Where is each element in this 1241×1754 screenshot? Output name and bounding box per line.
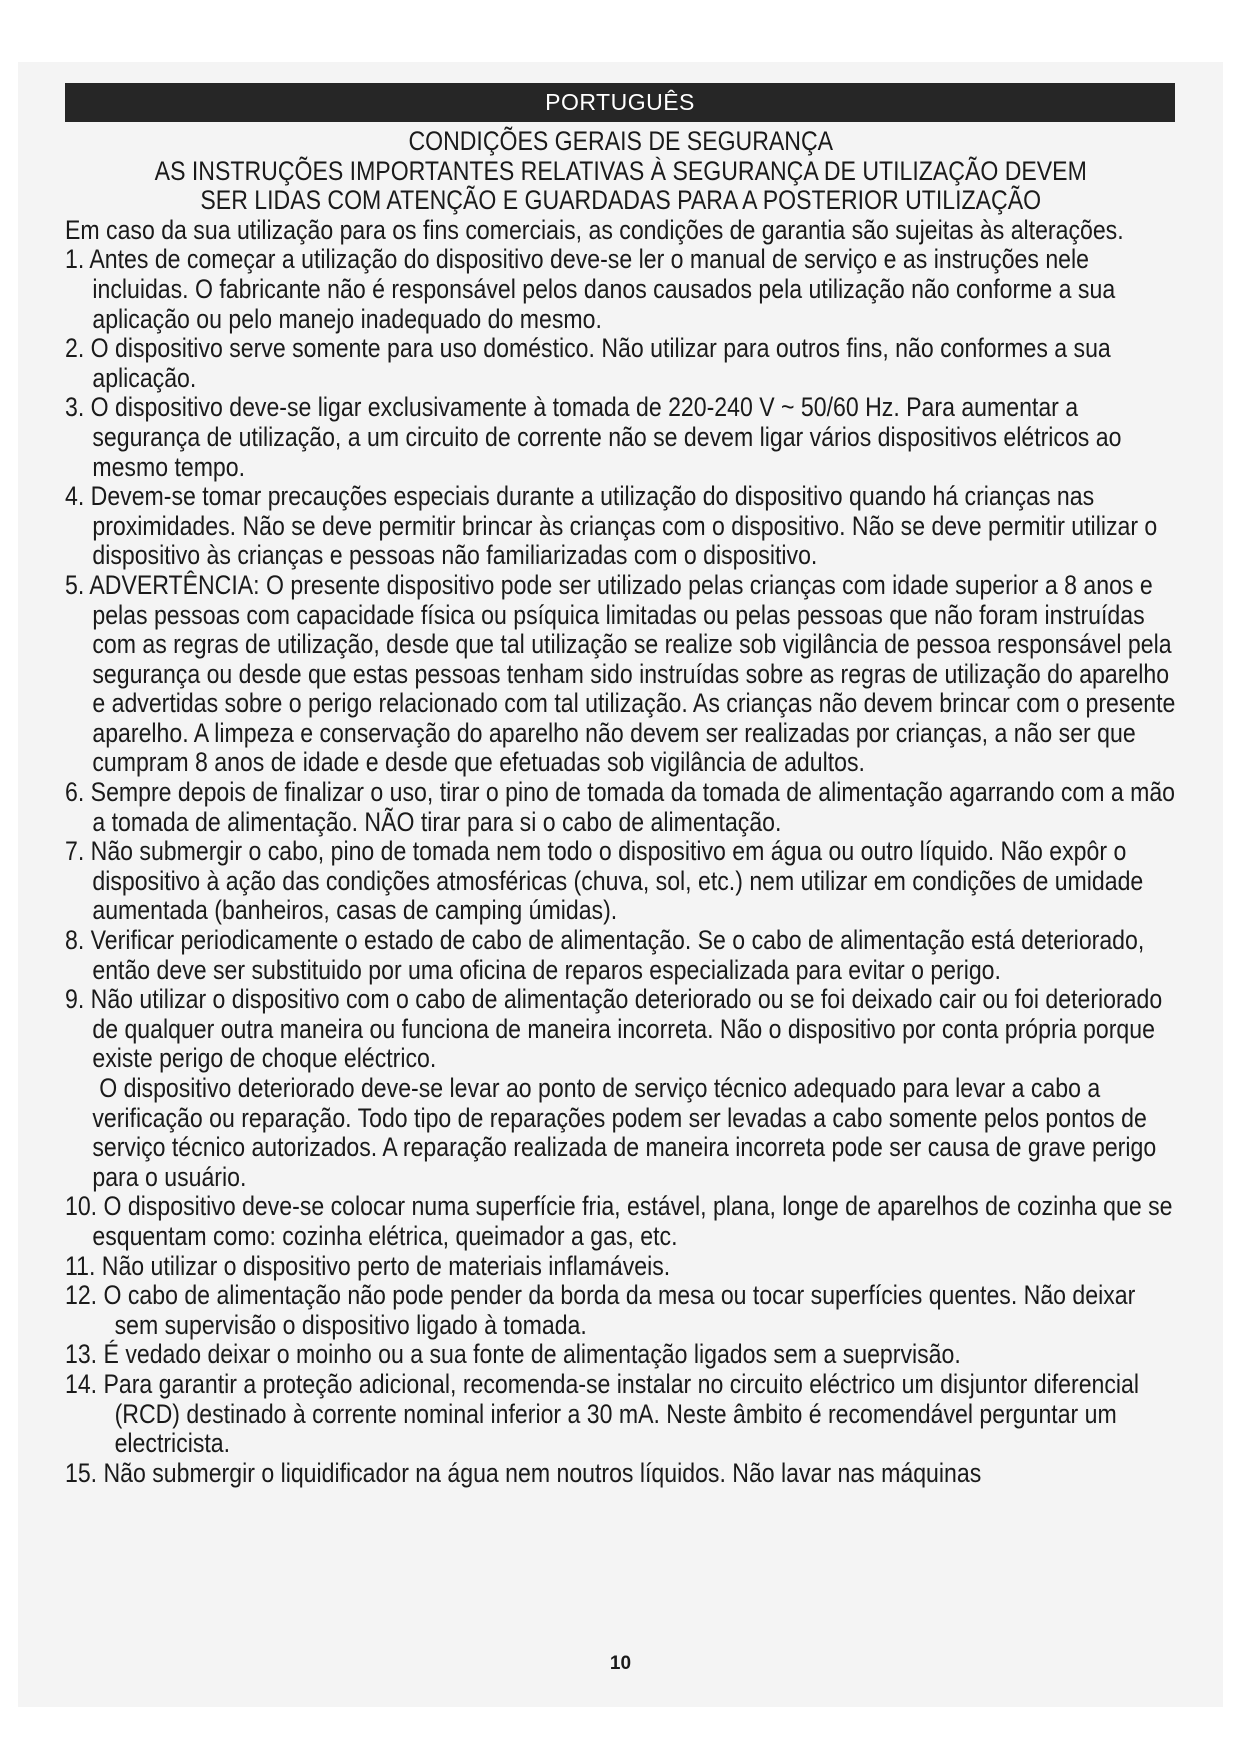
instruction-item-8: 8. Verificar periodicamente o estado de cabo de alimentação. Se o cabo de alimentação está deteriorado, então deve ser substituido por uma oficina de reparos especializada para evitar o perigo. <box>65 925 1145 985</box>
instruction-item-5: 5. ADVERTÊNCIA: O presente dispositivo pode ser utilizado pelas crianças com idade superior a 8 anos e pelas pessoas com capacidade física ou psíquica limitadas ou pelas pessoas que não foram instruídas com as regras de utilização, desde que tal utilização se realize sob vigilância de pessoa responsável pela segurança ou desde que estas pessoas tenham sido instruídas sobre as regras de utilização do aparelho e advertidas sobre o perigo relacionado com tal utilização. As crianças não devem brincar com o presente aparelho. A limpeza e conservação do aparelho não devem ser realizadas por crianças, a não ser que cumpram 8 anos de idade e desde que efetuadas sob vigilância de adultos. <box>65 569 1176 778</box>
instruction-item-11: 11. Não utilizar o dispositivo perto de materiais inflamáveis. <box>65 1250 671 1281</box>
safety-instructions <box>65 127 1177 1488</box>
section-subtitle-line-2: SER LIDAS COM ATENÇÃO E GUARDADAS PARA A POSTERIOR UTILIZAÇÃO <box>200 185 1042 216</box>
language-header: PORTUGUÊS <box>65 83 1175 122</box>
section-title: CONDIÇÕES GERAIS DE SEGURANÇA <box>408 126 834 156</box>
instruction-item-9-continuation: O dispositivo deteriorado deve-se levar ao ponto de serviço técnico adequado para levar a cabo a verificação ou reparação. Todo tipo de reparações podem ser levadas a cabo somente pelos pontos de serviço técnico autorizados. A reparação realizada de maneira incorreta pode ser causa de grave perigo para o usuário. <box>92 1073 1157 1192</box>
page-number: 10 <box>609 1653 632 1674</box>
section-subtitle-line-1: AS INSTRUÇÕES IMPORTANTES RELATIVAS À SEGURANÇA DE UTILIZAÇÃO DEVEM <box>154 155 1087 186</box>
instruction-item-13: 13. É vedado deixar o moinho ou a sua fonte de alimentação ligados sem a sueprvisão. <box>65 1339 961 1370</box>
instruction-item-3: 3. O dispositivo deve-se ligar exclusivamente à tomada de 220-240 V ~ 50/60 Hz. Para aumentar a segurança de utilização, a um circuito de corrente não se devem ligar vários dispositivos elétricos ao mesmo tempo. <box>65 392 1122 482</box>
instruction-item-4: 4. Devem-se tomar precauções especiais durante a utilização do dispositivo quando há crianças nas proximidades. Não se deve permitir brincar às crianças com o dispositivo. Não se deve permitir utilizar o dispositivo às crianças e pessoas não familiarizadas com o dispositivo. <box>65 481 1158 571</box>
instruction-item-12: 12. O cabo de alimentação não pode pender da borda da mesa ou tocar superfícies quentes. Não deixar sem supervisão o dispositivo ligado à tomada. <box>65 1280 1136 1340</box>
instruction-item-14: 14. Para garantir a proteção adicional, recomenda-se instalar no circuito eléctrico um disjuntor diferencial (RCD) destinado à corrente nominal inferior a 30 mA. Neste âmbito é recomendável perguntar um electricista. <box>65 1368 1140 1459</box>
intro-paragraph: Em caso da sua utilização para os fins comerciais, as condições de garantia são sujeitas às alterações. <box>65 214 1124 245</box>
instruction-item-6: 6. Sempre depois de finalizar o uso, tirar o pino de tomada da tomada de alimentação agarrando com a mão a tomada de alimentação. NÃO tirar para si o cabo de alimentação. <box>65 777 1176 837</box>
instruction-item-2: 2. O dispositivo serve somente para uso doméstico. Não utilizar para outros fins, não conformes a sua aplicação. <box>65 333 1111 393</box>
instruction-item-7: 7. Não submergir o cabo, pino de tomada nem todo o dispositivo em água ou outro líquido. Não expôr o dispositivo à ação das condições atmosféricas (chuva, sol, etc.) nem utilizar em condições de umidade aumentada (banheiros, casas de camping úmidas). <box>65 836 1144 926</box>
instruction-item-1: 1. Antes de começar a utilização do dispositivo deve-se ler o manual de serviço e as instruções nele incluidas. O fabricante não é responsável pelos danos causados pela utilização não conforme a sua aplicação ou pelo manejo inadequado do mesmo. <box>65 244 1116 334</box>
instruction-item-9: 9. Não utilizar o dispositivo com o cabo de alimentação deteriorado ou se foi deixado cair ou foi deteriorado de qualquer outra maneira ou funciona de maneira incorreta. Não o dispositivo por conta própria porque existe perigo de choque eléctrico. <box>65 984 1163 1074</box>
instruction-item-10: 10. O dispositivo deve-se colocar numa superfície fria, estável, plana, longe de aparelhos de cozinha que se esquentam como: cozinha elétrica, queimador a gas, etc. <box>65 1191 1173 1251</box>
instruction-item-15: 15. Não submergir o liquidificador na água nem noutros líquidos. Não lavar nas máquinas <box>65 1457 982 1488</box>
